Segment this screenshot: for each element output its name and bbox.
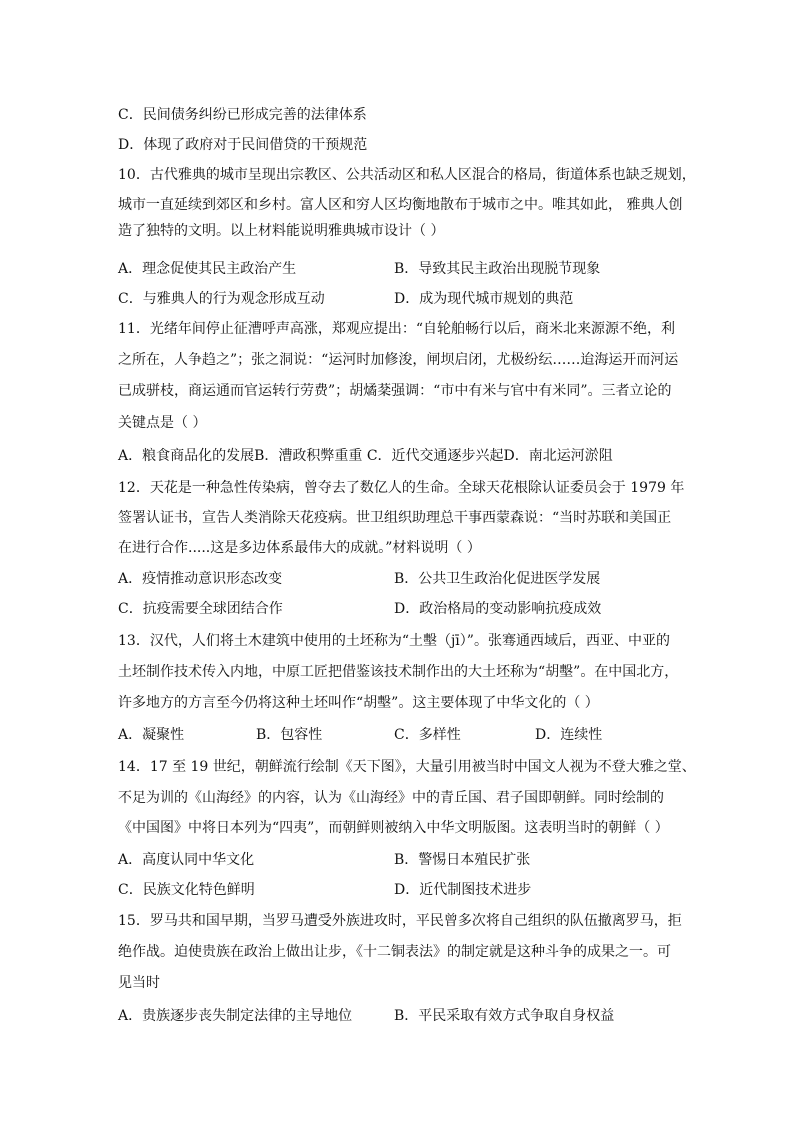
q15-option-b: B．平民采取有效方式争取自身权益 bbox=[394, 1008, 615, 1024]
q11-options: A．粮食商品化的发展B．漕政积弊重重 C．近代交通逐步兴起D．南北运河淤阻 bbox=[118, 448, 613, 464]
q11-stem-line-3: 已成骈枝，商运通而官运转行劳费”；胡燏棻强调：“市中有米与官中有米同”。三者立论的 bbox=[118, 383, 672, 399]
q14-stem-line-1: 14．17 至 19 世纪，朝鲜流行绘制《天下图》，大量引用被当时中国文人视为不登大雅之堂、 bbox=[118, 759, 696, 775]
q11-stem-line-4: 关键点是（ ） bbox=[118, 415, 207, 431]
q13-stem-line-2: 土坯制作技术传入内地，中原工匠把借鉴该技术制作出的大土坯称为“胡墼”。在中国北方， bbox=[118, 664, 679, 680]
q15-option-a: A．贵族逐步丧失制定法律的主导地位 bbox=[118, 1008, 353, 1024]
q10-option-a: A．理念促使其民主政治产生 bbox=[118, 261, 297, 277]
q15-stem-line-1: 15．罗马共和国早期，当罗马遭受外族进攻时，平民曾多次将自己组织的队伍撤离罗马，拒 bbox=[118, 913, 682, 929]
q9-option-c: C．民间债务纠纷已形成完善的法律体系 bbox=[118, 107, 367, 123]
q13-option-b: B．包容性 bbox=[256, 727, 323, 743]
q9-option-d: D．体现了政府对于民间借贷的干预规范 bbox=[118, 137, 368, 153]
q13-option-c: C．多样性 bbox=[394, 727, 461, 743]
q10-option-d: D．成为现代城市规划的典范 bbox=[394, 291, 574, 307]
q14-option-c: C．民族文化特色鲜明 bbox=[118, 882, 255, 898]
q12-option-d: D．政治格局的变动影响抗疫成效 bbox=[394, 601, 602, 617]
q15-stem-line-3: 见当时 bbox=[118, 975, 160, 991]
q15-stem-line-2: 绝作战。迫使贵族在政治上做出让步，《十二铜表法》的制定就是这种斗争的成果之一。可 bbox=[118, 944, 671, 960]
q14-option-b: B．警惕日本殖民扩张 bbox=[394, 852, 531, 868]
q12-option-a: A．疫情推动意识形态改变 bbox=[118, 571, 283, 587]
q11-stem-line-2: 之所在，人争趋之”；张之洞说：“运河时加修浚，闸坝启闭，尤极纷纭……迨海运开而河运 bbox=[118, 352, 679, 368]
q14-stem-line-2: 不足为训的《山海经》的内容，认为《山海经》中的青丘国、君子国即朝鲜。同时绘制的 bbox=[118, 790, 664, 806]
q11-stem-line-1: 11．光绪年间停止征漕呼声高涨，郑观应提出：“自轮舶畅行以后，商米北来源源不绝，利 bbox=[118, 321, 675, 337]
q13-option-d: D．连续性 bbox=[535, 727, 603, 743]
q10-stem-line-3: 造了独特的文明。以上材料能说明雅典城市设计（ ） bbox=[118, 223, 445, 239]
q10-option-c: C．与雅典人的行为观念形成互动 bbox=[118, 291, 325, 307]
q10-stem-line-1: 10．古代雅典的城市呈现出宗教区、公共活动区和私人区混合的格局，街道体系也缺乏规划， bbox=[118, 167, 696, 183]
q13-option-a: A．凝聚性 bbox=[118, 727, 185, 743]
q10-stem-line-2: 城市一直延续到郊区和乡村。富人区和穷人区均衡地散布于城市之中。唯其如此， 雅典人创 bbox=[118, 197, 683, 213]
q13-stem-line-3: 许多地方的方言至今仍将这种土坯叫作“胡墼”。这主要体现了中华文化的（ ） bbox=[118, 695, 599, 711]
q14-option-a: A．高度认同中华文化 bbox=[118, 852, 255, 868]
q12-option-c: C．抗疫需要全球团结合作 bbox=[118, 601, 283, 617]
q10-option-b: B．导致其民主政治出现脱节现象 bbox=[394, 261, 601, 277]
q14-stem-line-3: 《中国图》中将日本列为“四夷”，而朝鲜则被纳入中华文明版图。这表明当时的朝鲜（ ） bbox=[118, 820, 669, 836]
q14-option-d: D．近代制图技术进步 bbox=[394, 882, 532, 898]
q13-stem-line-1: 13．汉代，人们将土木建筑中使用的土坯称为“土墼（jī）”。张骞通西域后，西亚、中亚的 bbox=[118, 633, 670, 649]
q12-stem-line-2: 签署认证书，宣告人类消除天花疫病。世卫组织助理总干事西蒙森说：“当时苏联和美国正 bbox=[118, 510, 672, 526]
q12-stem-line-1: 12．天花是一种急性传染病，曾夺去了数亿人的生命。全球天花根除认证委员会于 1979 年 bbox=[118, 480, 685, 496]
q12-option-b: B．公共卫生政治化促进医学发展 bbox=[394, 571, 601, 587]
q12-stem-line-3: 在进行合作.....这是多边体系最伟大的成就。”材料说明（ ） bbox=[118, 540, 481, 556]
